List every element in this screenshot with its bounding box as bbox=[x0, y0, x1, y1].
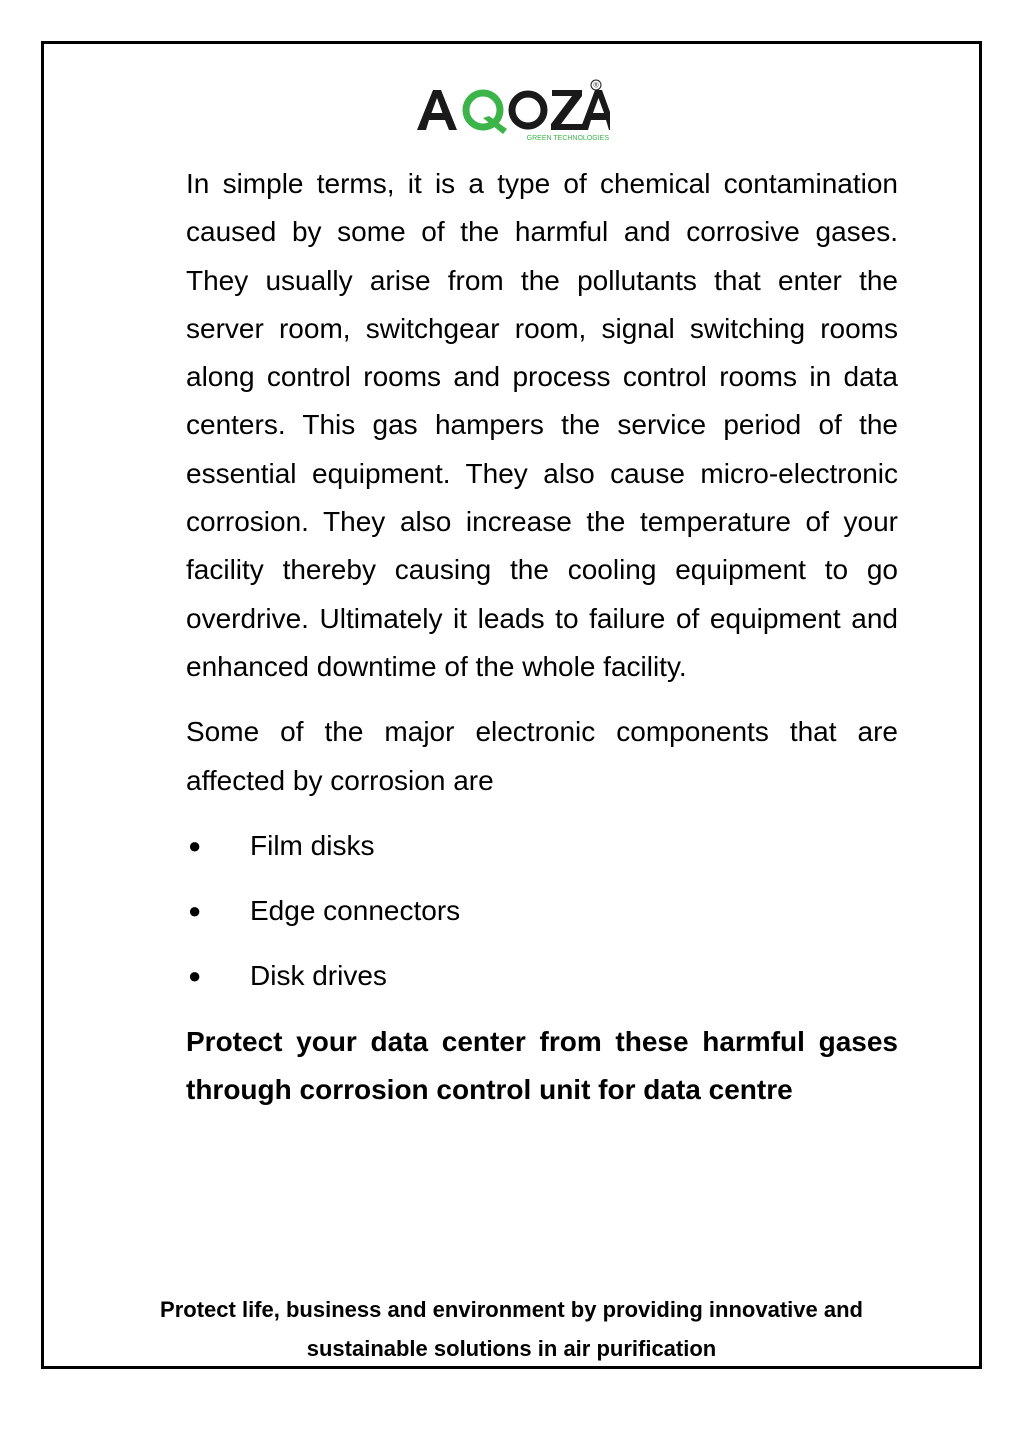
list-item bbox=[186, 952, 898, 1000]
component-list bbox=[186, 822, 898, 1001]
logo-tagline: GREEN TECHNOLOGIES bbox=[526, 135, 609, 142]
main-content bbox=[186, 160, 898, 1114]
bullet-icon: ● bbox=[188, 832, 202, 858]
footer-line-2: sustainable solutions in air purification bbox=[306, 1336, 717, 1361]
list-item-label: Edge connectors bbox=[250, 895, 461, 927]
bullet-icon: ● bbox=[188, 898, 202, 924]
bullet-icon: ● bbox=[188, 963, 202, 989]
intro-paragraph: In simple terms, it is a type of chemical contamination caused by some of the harmful and corrosive gases. They usually arise from the pollutants that enter the server room, switchgear room, signal switching rooms along control rooms and process control rooms in data centers. This gas hampers the service period of the essential equipment. They also cause micro-electronic corrosion. They also increase the temperature of your facility thereby causing the cooling equipment to go overdrive. Ultimately it leads to failure of equipment and enhanced downtime of the whole facility. bbox=[186, 168, 898, 682]
call-to-action: Protect your data center from these harmful gases through corrosion control unit for data centre bbox=[186, 1025, 898, 1106]
footer-line-1: Protect life, business and environment by providing innovative and bbox=[160, 1297, 863, 1322]
list-item-label: Film disks bbox=[250, 829, 375, 861]
list-item bbox=[186, 822, 898, 870]
aqoza-logo-graphic bbox=[415, 78, 610, 144]
footer-tagline bbox=[60, 1290, 963, 1368]
registered-mark: ® bbox=[593, 82, 599, 90]
components-intro-paragraph: Some of the major electronic components that are affected by corrosion are bbox=[186, 716, 898, 796]
list-item-label: Disk drives bbox=[250, 960, 387, 992]
aqoza-logo bbox=[415, 78, 610, 144]
list-item bbox=[186, 887, 898, 935]
